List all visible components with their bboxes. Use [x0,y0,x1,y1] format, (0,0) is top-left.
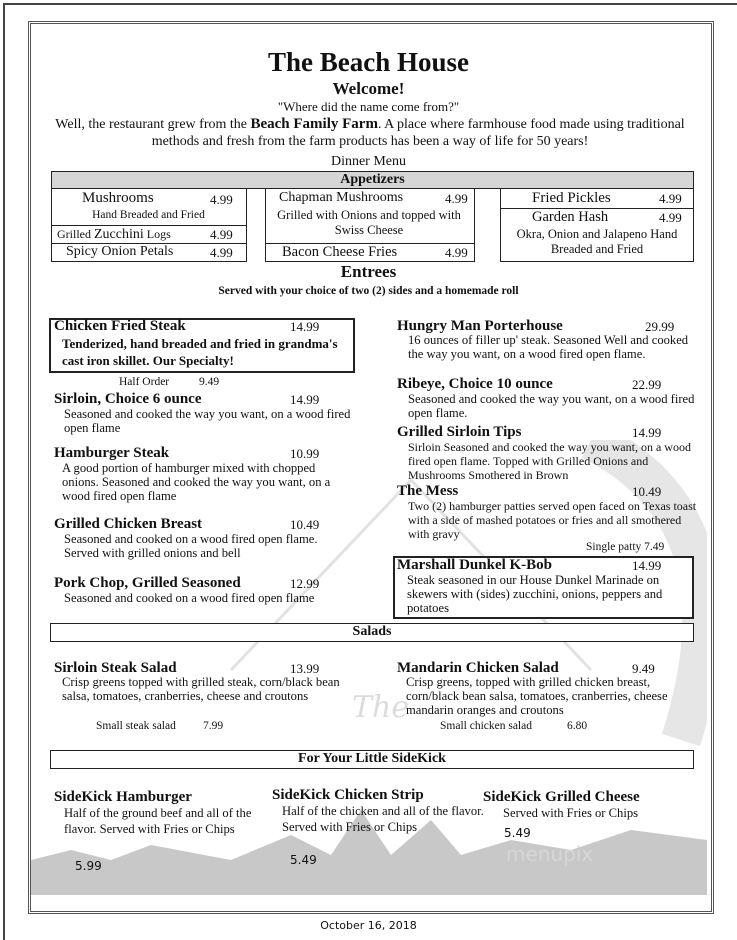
entree-desc: Seasoned and cooked the way you want, on a wood fired open flame. [408,392,695,420]
entree-price: 10.49 [632,484,662,499]
appetizer-price: 4.99 [659,210,682,225]
entree-name: Chicken Fried Steak [54,318,186,334]
entree-desc: Sirloin Seasoned and cooked the way you want, on a wood fired open flame. Topped with Grilled Onions and Mushrooms Smothered in Brown [408,440,691,482]
entree-price: 14.99 [290,319,320,334]
watermark-logo-text: The [352,690,410,725]
salad-price: 13.99 [290,661,320,676]
entree-name: Grilled Sirloin Tips [397,424,522,440]
kids-item-name: SideKick Hamburger [54,789,192,805]
appetizer-box-2 [265,188,475,262]
kids-item-price: 5.99 [75,859,102,873]
appetizer-desc: Grilled with Onions and topped with Swiss Cheese [277,208,461,237]
appetizer-name: Bacon Cheese Fries [282,244,398,260]
appetizer-price: 4.99 [210,192,233,207]
entree-name: Grilled Chicken Breast [54,516,203,532]
entree-price: 10.49 [290,517,320,532]
menu-date: October 16, 2018 [320,919,417,932]
appetizer-name: Grilled Zucchini Logs [57,227,171,242]
appetizer-price: 4.99 [210,245,233,260]
salad-desc: Crisp greens, topped with grilled chicken breast, corn/black bean salsa, tomatoes, cranberries, cheese mandarin oranges and croutons [406,675,668,717]
intro-post: . A place where farmhouse food made using traditional methods and fresh from the farm products has been a way of life for 50 years! [151,117,685,149]
appetizer-price: 4.99 [445,245,468,260]
entree-name: Marshall Dunkel K-Bob [397,557,553,573]
restaurant-title: The Beach House [267,47,469,77]
entrees-heading: Entrees [340,262,397,281]
salads-heading: Salads [50,623,694,642]
appetizer-name: Spicy Onion Petals [66,244,174,259]
appetizers-heading: Appetizers [51,171,694,189]
appetizer-name: Garden Hash [532,209,609,225]
entree-desc: Seasoned and cooked on a wood fired open flame [64,591,315,605]
entree-desc: A good portion of hamburger mixed with chopped onions. Seasoned and cooked the way you want, on a wood fired open flame [62,461,331,503]
entree-desc: Steak seasoned in our House Dunkel Marinade on skewers with (sides) zucchini, onions, peppers and potatoes [407,573,663,615]
entree-desc: Two (2) hamburger patties served open faced on Texas toast with a side of mashed potatoes or fries and all smothered with gravy [408,499,697,541]
kids-item-desc: Half of the ground beef and all of the flavor. Served with Fries or Chips [64,806,252,836]
entree-price: 14.99 [290,392,320,407]
intro-farm-name: Beach Family Farm [250,116,378,132]
kids-item-price: 5.49 [504,826,531,840]
entree-desc: 16 ounces of filler up' steak. Seasoned Well and cooked the way you want, on a wood fired open flame. [408,333,689,361]
entree-price: 12.99 [290,576,320,591]
kids-item-desc: Half of the chicken and all of the flavor. Served with Fries or Chips [282,804,484,834]
entree-desc: Tenderized, hand breaded and fried in grandma's cast iron skillet. Our Specialty! [62,336,338,368]
welcome-heading: Welcome! [332,79,405,98]
appetizer-desc: Okra, Onion and Jalapeno Hand Breaded and Fried [516,227,678,256]
entree-price: 22.99 [632,377,662,392]
kids-heading: For Your Little SideKick [50,750,694,769]
entree-desc: Seasoned and cooked the way you want, on a wood fired open flame [64,407,351,435]
entrees-subheading: Served with your choice of two (2) sides and a homemade roll [218,285,519,297]
small-salad-price: 6.80 [567,720,588,732]
appetizer-name: Mushrooms [82,190,154,206]
kids-item-name: SideKick Grilled Cheese [483,789,640,805]
appetizer-price: 4.99 [210,227,233,242]
entree-name: Sirloin, Choice 6 ounce [54,391,202,407]
entree-desc: Seasoned and cooked on a wood fired open flame. Served with grilled onions and bell [64,532,318,560]
single-patty-price: Single patty 7.49 [586,541,665,553]
salad-name: Mandarin Chicken Salad [397,660,559,676]
small-salad-price: 7.99 [203,720,224,732]
appetizer-price: 4.99 [659,191,682,206]
appetizer-price: 4.99 [445,191,468,206]
entree-name: Hamburger Steak [54,445,170,461]
half-order-price: 9.49 [199,376,220,388]
menupix-watermark: menupix [506,842,594,866]
entree-price: 14.99 [632,558,662,573]
entree-name: Ribeye, Choice 10 ounce [397,376,553,392]
small-salad-label: Small steak salad [96,720,176,732]
entree-price: 29.99 [645,319,675,334]
small-salad-label: Small chicken salad [440,720,532,732]
appetizer-box-1 [51,188,247,262]
appetizer-name: Chapman Mushrooms [279,190,404,205]
entree-price: 10.99 [290,446,320,461]
salad-desc: Crisp greens topped with grilled steak, corn/black bean salsa, tomatoes, cranberries, cheese and croutons [62,675,340,703]
half-order-label: Half Order [119,376,170,388]
entree-price: 14.99 [632,425,662,440]
appetizer-desc: Hand Breaded and Fried [92,209,205,221]
entree-name: Hungry Man Porterhouse [397,318,563,334]
entree-name: Pork Chop, Grilled Seasoned [54,575,241,591]
intro-text [50,116,690,150]
appetizer-name: Fried Pickles [532,190,611,206]
dinner-menu-label: Dinner Menu [330,154,407,169]
kids-item-desc: Served with Fries or Chips [503,806,639,820]
kids-item-price: 5.49 [290,853,317,867]
appetizer-box-3 [500,188,694,262]
entree-name: The Mess [397,483,459,499]
salad-name: Sirloin Steak Salad [54,660,177,676]
intro-pre: Well, the restaurant grew from the [55,117,251,132]
kids-item-name: SideKick Chicken Strip [272,787,424,803]
name-question: "Where did the name come from?" [277,99,460,114]
salad-price: 9.49 [632,661,655,676]
